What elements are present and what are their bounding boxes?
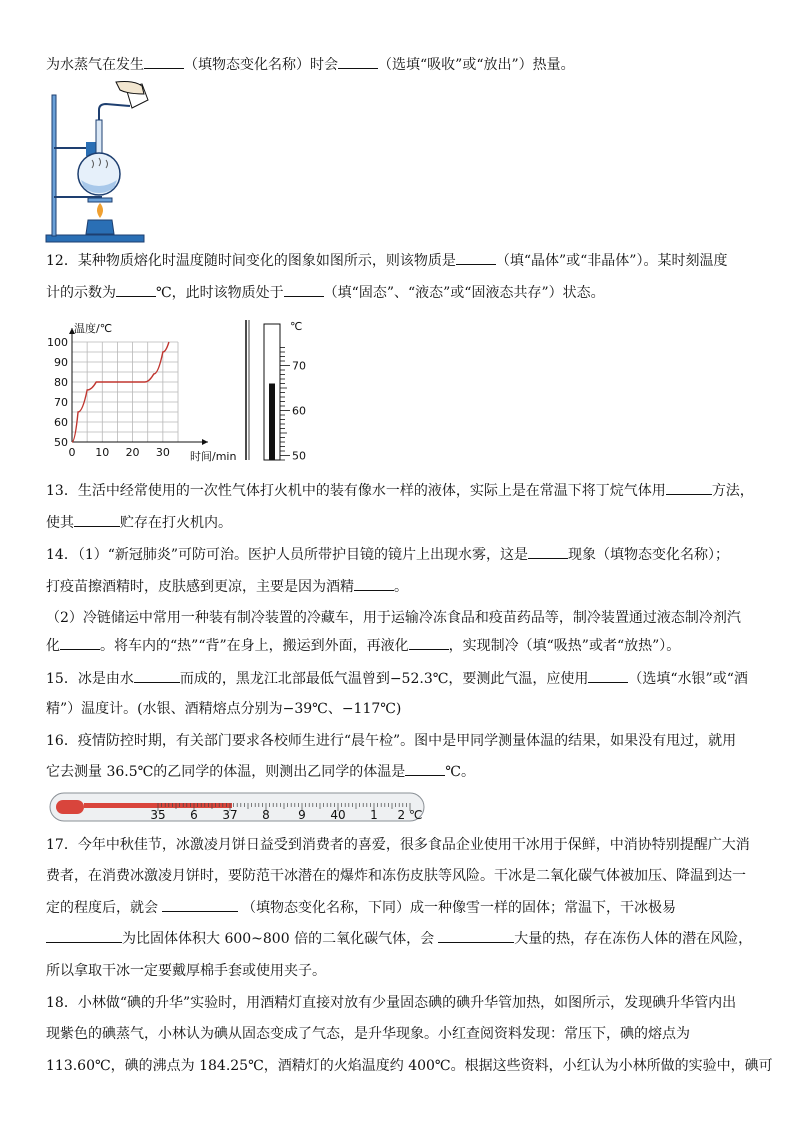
scale-label: 60 — [292, 404, 306, 418]
question-16-line-2 — [46, 763, 475, 781]
thermometer-figure — [242, 318, 312, 463]
question-16-line-1 — [46, 732, 736, 750]
text: 精”）温度计。(水银、酒精熔点分别为−39℃、−117℃) — [46, 701, 402, 717]
x-axis-arrow — [202, 439, 208, 445]
text: 方法， — [711, 483, 754, 499]
text: ，实现制冷（填“吸热”或者“放热”）。 — [448, 638, 681, 654]
x-tick-label: 30 — [155, 446, 170, 459]
answer-blank[interactable] — [134, 670, 180, 683]
delivery-tube — [99, 104, 130, 120]
x-tick-label: 0 — [68, 446, 76, 459]
answer-blank[interactable] — [338, 56, 378, 69]
scale-label: 37 — [222, 808, 238, 822]
question-17-line-4 — [46, 930, 752, 948]
text: 定的程度后，就会 — [46, 900, 158, 916]
y-axis-label: 温度/℃ — [74, 322, 113, 335]
thermometer-bulb — [56, 800, 84, 814]
question-17-line-1 — [46, 836, 750, 854]
question-17-line-2 — [46, 867, 746, 885]
question-18-line-1 — [46, 994, 736, 1012]
answer-blank[interactable] — [60, 637, 100, 650]
stand-rod — [52, 95, 56, 236]
scale-label: 50 — [292, 449, 306, 463]
x-tick-label: 20 — [125, 446, 140, 459]
text: （填物态变化名称，下同）成一种像雪一样的固体；常温下，干冰极易 — [242, 900, 676, 916]
question-11-tail — [46, 56, 575, 74]
x-tick-label: 10 — [95, 446, 110, 459]
scale-label: 40 — [330, 808, 346, 822]
y-tick-label: 90 — [54, 356, 68, 369]
answer-blank[interactable] — [528, 546, 568, 559]
scale-label: 8 — [262, 808, 270, 822]
text: 它去测量 36.5℃的乙同学的体温，则测出乙同学的体温是 — [46, 764, 406, 780]
text: 使其 — [46, 515, 74, 531]
text: （选填“水银”或“酒 — [628, 671, 748, 687]
text: 16．疫情防控时期，有关部门要求各校师生进行“晨午检”。图中是甲同学测量体温的结果，如果没有甩过，就用 — [46, 733, 737, 749]
text: 12．某种物质熔化时温度随时间变化的图象如图所示，则该物质是 — [46, 253, 456, 269]
question-17-line-5 — [46, 962, 326, 980]
text: （2）冷链储运中常用一种装有制冷装置的冷藏车，用于运输冷冻食品和疫苗药品等，制冷装置通过液态制冷剂汽 — [46, 610, 741, 626]
hand — [116, 82, 144, 95]
clinical-thermometer-figure — [48, 788, 428, 826]
y-tick-label: 100 — [47, 336, 68, 349]
question-14-line-1 — [46, 546, 729, 564]
answer-blank[interactable] — [438, 930, 514, 943]
wire-gauze — [88, 198, 112, 202]
answer-blank[interactable] — [116, 284, 156, 297]
text: 费者，在消费冰激凌月饼时，要防范干冰潜在的爆炸和冻伤皮肤等风险。干冰是二氧化碳气体被加压、降温到达一 — [46, 868, 746, 884]
question-14-line-2 — [46, 578, 408, 596]
text: 为比固体体积大 600~800 倍的二氧化碳气体，会 — [122, 931, 435, 947]
answer-blank[interactable] — [666, 482, 712, 495]
text: 化 — [46, 638, 60, 654]
flame — [97, 203, 103, 218]
answer-blank[interactable] — [588, 670, 628, 683]
question-17-line-3 — [46, 899, 676, 917]
text: 打疫苗擦酒精时，皮肤感到更凉，主要是因为酒精 — [46, 579, 354, 595]
unit-label: ℃ — [290, 320, 303, 333]
question-12-line-2 — [46, 284, 605, 302]
text: 17．今年中秋佳节，冰激凌月饼日益受到消费者的喜爱，很多食品企业使用干冰用于保鲜，中消协特别提醒广大消 — [46, 837, 750, 853]
question-13-line-1 — [46, 482, 754, 500]
answer-blank[interactable] — [354, 578, 394, 591]
question-18-line-3 — [46, 1057, 773, 1075]
text: 。将车内的“热”“背”在身上，搬运到外面，再液化 — [100, 638, 409, 654]
answer-blank[interactable] — [456, 252, 496, 265]
text: 而成的，黑龙江北部最低气温曾到−52.3℃，要测此气温，应使用 — [179, 671, 589, 687]
text: 所以拿取干冰一定要戴厚棉手套或使用夹子。 — [46, 963, 326, 979]
text: （填“固态”、“液态”或“固液态共存”）状态。 — [323, 285, 605, 301]
text: 为水蒸气在发生 — [46, 57, 144, 73]
answer-blank[interactable] — [162, 899, 238, 912]
text: 计的示数为 — [46, 285, 116, 301]
distillation-apparatus-figure — [44, 80, 156, 245]
question-14-line-3 — [46, 609, 741, 627]
question-13-line-2 — [46, 514, 232, 532]
scale-label: 6 — [190, 808, 198, 822]
x-axis-label: 时间/min — [190, 450, 237, 463]
liquid-column — [269, 384, 275, 461]
text: 现紫色的碘蒸气，小林认为碘从固态变成了气态，是升华现象。小红查阅资料发现：常压下，碘的熔点为 — [46, 1026, 690, 1042]
answer-blank[interactable] — [405, 763, 445, 776]
alcohol-lamp — [86, 220, 114, 234]
y-tick-label: 70 — [54, 396, 68, 409]
y-tick-label: 60 — [54, 416, 68, 429]
text: 113.60℃，碘的沸点为 184.25℃，酒精灯的火焰温度约 400℃。根据这些资料，小红认为小林所做的实验中，碘可 — [46, 1058, 773, 1074]
text: 14．（1）“新冠肺炎”可防可治。医护人员所带护目镜的镜片上出现水雾，这是 — [46, 547, 529, 563]
scale-label: 1 — [370, 808, 378, 822]
question-18-line-2 — [46, 1025, 690, 1043]
text: 15．冰是由水 — [46, 671, 134, 687]
answer-blank[interactable] — [409, 637, 449, 650]
text: ℃。 — [445, 764, 475, 780]
text: 18．小林做“碘的升华”实验时，用酒精灯直接对放有少量固态碘的碘升华管加热，如图所示，发现碘升华管内出 — [46, 995, 737, 1011]
scale-label: 2 ℃ — [397, 808, 423, 822]
text: （选填“吸收”或“放出”）热量。 — [378, 57, 575, 73]
answer-blank[interactable] — [144, 56, 184, 69]
question-12-line-1 — [46, 252, 727, 270]
text: （填“晶体”或“非晶体”）。某时刻温度 — [495, 253, 728, 269]
melting-curve-chart — [40, 318, 240, 468]
answer-blank[interactable] — [74, 514, 120, 527]
question-15-line-1 — [46, 670, 748, 688]
text: 。 — [394, 579, 408, 595]
stand-base — [46, 235, 144, 242]
answer-blank[interactable] — [284, 284, 324, 297]
y-tick-label: 50 — [54, 436, 68, 449]
text: 大量的热，存在冻伤人体的潜在风险， — [514, 931, 753, 947]
answer-blank[interactable] — [46, 930, 122, 943]
question-14-line-4 — [46, 637, 680, 655]
text: 13．生活中经常使用的一次性气体打火机中的装有像水一样的液体，实际上是在常温下将丁烷气体用 — [46, 483, 666, 499]
scale-label: 70 — [292, 359, 306, 373]
text: ℃，此时该物质处于 — [156, 285, 284, 301]
text: （填物态变化名称）时会 — [184, 57, 338, 73]
text: 贮存在打火机内。 — [120, 515, 232, 531]
flask-neck — [96, 120, 102, 155]
text: 现象（填物态变化名称）； — [568, 547, 730, 563]
scale-label: 35 — [150, 808, 166, 822]
scale-label: 9 — [298, 808, 306, 822]
question-15-line-2 — [46, 700, 401, 718]
y-tick-label: 80 — [54, 376, 68, 389]
